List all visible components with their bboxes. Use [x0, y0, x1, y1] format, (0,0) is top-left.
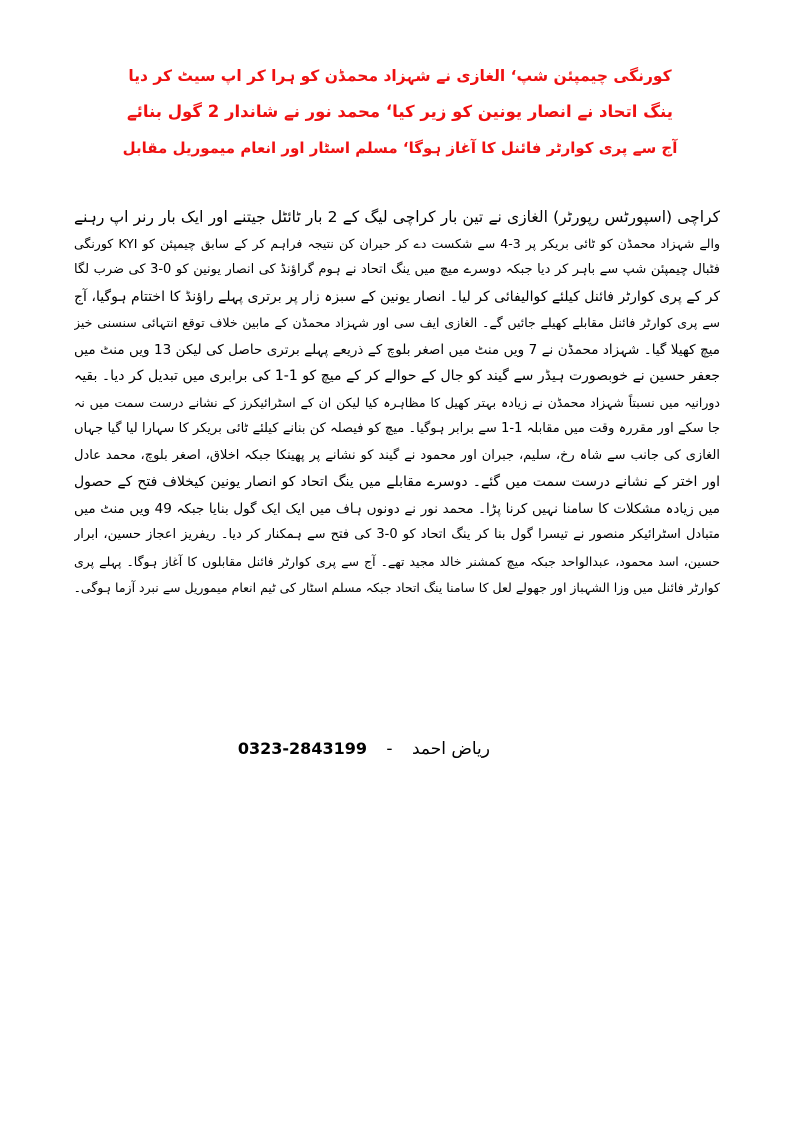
byline — [230, 736, 490, 762]
article-line: جعفر حسین نے خوبصورت ہیڈر سے گیند کو جال کے حوالے کر کے میچ کو 1-1 کی برابری میں تبدیل کر دیا۔ بقیہ — [74, 368, 720, 384]
article-line: کوارٹر فائنل میں وزا الشہباز اور جھولے لعل کا سامنا ینگ اتحاد جبکہ مسلم اسٹار کی ٹیم انعام میموریل سے نبرد آزما ہوگی۔ — [74, 580, 720, 595]
article-line: دورانیہ میں نسبتاً شہزاد محمڈن نے زیادہ بہتر کھیل کا مظاہرہ کیا لیکن ان کے اسٹرائیکرز کے نشانے درست سمت میں نہ — [74, 394, 720, 410]
article-line: الغازی کی جانب سے شاہ رخ، سلیم، جبران اور محمود نے گیند کو نشانے پر پھینکا جبکہ اخلاق، اصغر بلوچ، محمد عادل — [74, 447, 720, 463]
byline-separator: - — [386, 739, 393, 759]
article-line: جا سکے اور مقررہ وقت میں مقابلہ 1-1 سے برابر ہوگیا۔ میچ کو فیصلہ کن بنانے کیلئے ٹائی بریکر کا سہارا لیا گیا جہاں — [74, 421, 720, 436]
author-name: ریاض احمد — [411, 739, 490, 759]
headline-block — [120, 58, 680, 166]
article-body — [74, 204, 720, 602]
headline-main: کورنگی چیمپئن شپ‘ الغازی نے شہزاد محمڈن کو ہرا کر اپ سیٹ کر دیا — [128, 67, 672, 85]
article-line: کر کے پری کوارٹر فائنل کیلئے کوالیفائی کر لیا۔ انصار یونین کے سبزہ زار پر برتری پہلے راؤنڈ کا اختتام ہوگیا، آج — [74, 288, 720, 305]
article-line: فٹبال چیمپئن شپ سے باہر کر دیا جبکہ دوسرے میچ میں ینگ اتحاد نے ہوم گراؤنڈ کی انصار یونین کو 0-3 کی ضرب لگا — [74, 262, 720, 277]
article-line: کراچی (اسپورٹس رپورٹر) الغازی نے تین بار کراچی لیگ کے 2 بار ٹائٹل جیتنے اور ایک بار رنر اپ رہنے — [74, 208, 720, 226]
article-line: میں زیادہ مشکلات کا سامنا نہیں کرنا پڑا۔ محمد نور نے دونوں ہاف میں ایک ایک گول بنایا جبکہ 49 ویں منٹ میں — [74, 500, 720, 517]
article-line: متبادل اسٹرائیکر منصور نے تیسرا گول بنا کر ینگ اتحاد کو 0-3 کی فتح سے ہمکنار کر دیا۔ ریفریز اعجاز حسین، ابرار — [74, 527, 720, 542]
author-phone: 0323-2843199 — [237, 739, 367, 758]
headline-sub-1: ینگ اتحاد نے انصار یونین کو زیر کیا‘ محمد نور نے شاندار 2 گول بنائے — [127, 102, 673, 121]
article-line: سے پری کوارٹر فائنل مقابلے کھیلے جائیں گے۔ الغازی ایف سی اور شہزاد محمڈن کے مابین خلاف توقع انتہائی سنسنی خیز — [74, 315, 720, 330]
article-line: اور اختر کے نشانے درست سمت میں گئے۔ دوسرے مقابلے میں ینگ اتحاد کو انصار یونین کیخلاف فتح کے حصول — [74, 474, 720, 490]
article-line: حسین، اسد محمود، عبدالواحد جبکہ میچ کمشنر خالد مجید تھے۔ آج سے پری کوارٹر فائنل مقابلوں کا آغاز ہوگا۔ پہلے پری — [74, 553, 720, 569]
article-line: میچ کھیلا گیا۔ شہزاد محمڈن نے 7 ویں منٹ میں اصغر بلوچ کے ذریعے پہلے برتری حاصل کی لیکن 13 ویں منٹ میں — [74, 341, 720, 358]
headline-sub-2: آج سے پری کوارٹر فائنل کا آغاز ہوگا‘ مسلم اسٹار اور انعام میموریل مقابل — [122, 139, 678, 157]
article-line: والے شہزاد محمڈن کو ٹائی بریکر پر 3-4 سے شکست دے کر حیران کن نتیجہ فراہم کر کے سابق چیمپئن کو KYI کورنگی — [74, 235, 720, 251]
